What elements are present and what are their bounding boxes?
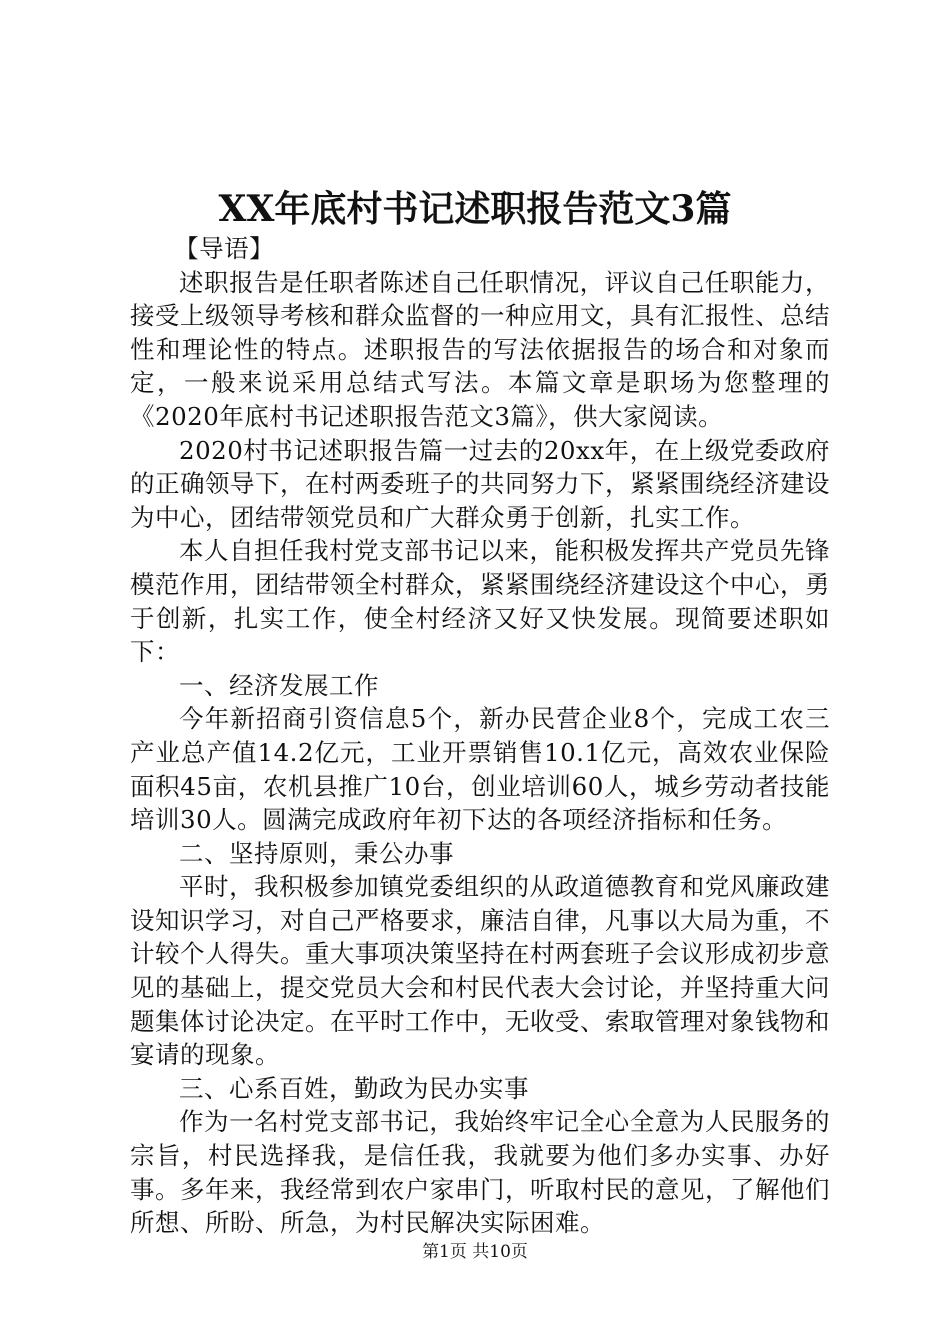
document-title: XX年底村书记述职报告范文3篇 xyxy=(218,188,732,230)
paragraph-self-summary: 本人自担任我村党支部书记以来，能积极发挥共产党员先锋模范作用，团结带领全村群众，紧紧围绕经济建设这个中心，勇于创新，扎实工作，使全村经济又好又快发展。现简要述职如下： xyxy=(130,536,830,667)
paragraph-intro: 述职报告是任职者陈述自己任职情况，评议自己任职能力，接受上级领导考核和群众监督的一种应用文，具有汇报性、总结性和理论性的特点。述职报告的写法依据报告的场合和对象而定，一般来说采用总结式写法。本篇文章是职场为您整理的《2020年底村书记述职报告范文3篇》，供大家阅读。 xyxy=(130,267,830,431)
paragraph-principles: 平时，我积极参加镇党委组织的从政道德教育和党风廉政建设知识学习，对自己严格要求，廉洁自律，凡事以大局为重，不计较个人得失。重大事项决策坚持在村两套班子会议形成初步意见的基础上，提交党员大会和村民代表大会讨论，并坚持重大问题集体讨论决定。在平时工作中，无收受、索取管理对象钱物和宴请的现象。 xyxy=(130,872,830,1070)
paragraph-people: 作为一名村党支部书记，我始终牢记全心全意为人民服务的宗旨，村民选择我，是信任我，我就要为他们多办实事、办好事。多年来，我经常到农户家串门，听取村民的意见，了解他们所想、所盼、所急，为村民解决实际困难。 xyxy=(130,1107,830,1238)
section-heading-people: 三、心系百姓，勤政为民办实事 xyxy=(179,1073,529,1103)
page-number-footer: 第1页 共10页 xyxy=(422,1242,528,1262)
guide-heading: 【导语】 xyxy=(174,234,275,263)
document-body xyxy=(130,232,830,1240)
section-heading-economy: 一、经济发展工作 xyxy=(179,670,379,700)
paragraph-economy: 今年新招商引资信息5个，新办民营企业8个，完成工农三产业总产值14.2亿元，工业开票销售10.1亿元，高效农业保险面积45亩，农机县推广10台，创业培训60人，城乡劳动者技能培训30人。圆满完成政府年初下达的各项经济指标和任务。 xyxy=(130,704,830,835)
section-heading-principles: 二、坚持原则，秉公办事 xyxy=(179,838,454,868)
paragraph-report-opening: 2020村书记述职报告篇一过去的20xx年，在上级党委政府的正确领导下，在村两委班子的共同努力下，紧紧围绕经济建设为中心，团结带领党员和广大群众勇于创新，扎实工作。 xyxy=(130,435,830,532)
